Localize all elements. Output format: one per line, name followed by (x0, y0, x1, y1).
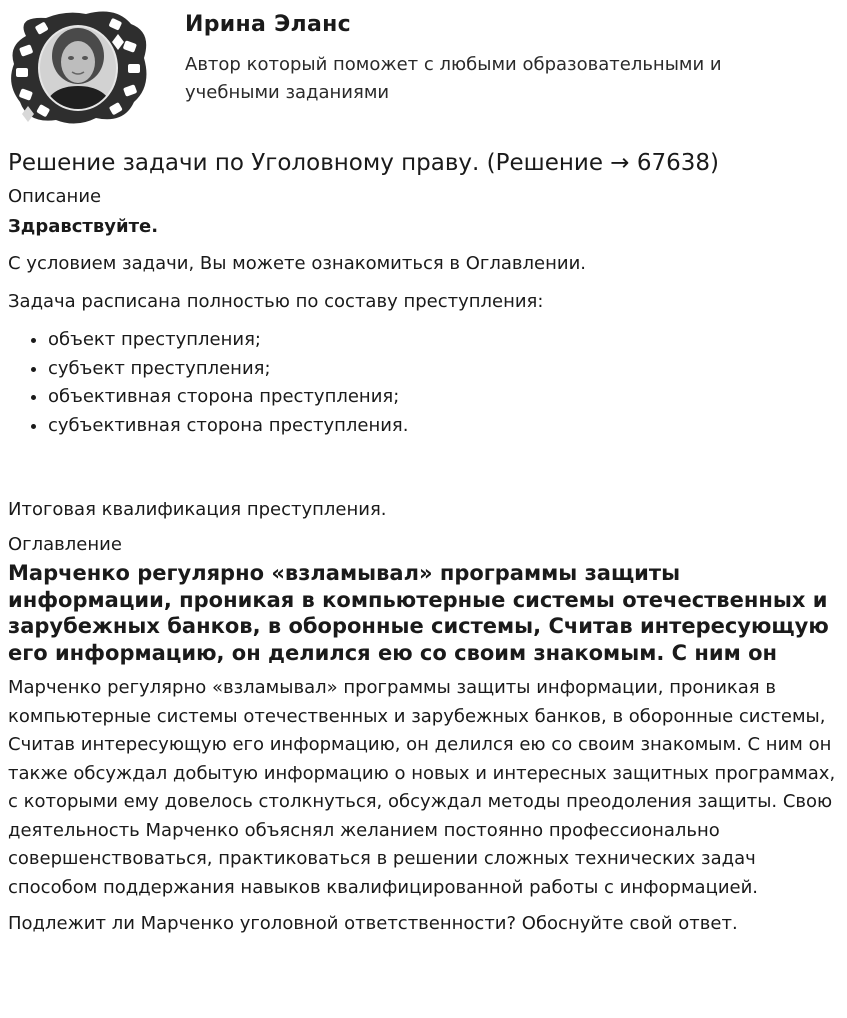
author-avatar (6, 6, 152, 128)
author-description: Автор который поможет с любыми образовательными и учебными заданиями (185, 54, 722, 103)
task-text: Марченко регулярно «взламывал» программы защиты информации, проникая в компьютерные системы отечественных и зарубежных банков, в оборонные системы, Считав интересующую его информацию, он делился ею со своим знакомым. С ним он также обсуждал добытую информацию о новых и интересных защитных программах, с которыми ему довелось столкнуться, обсуждал методы преодоления защиты. Свою деятельность Марченко объяснял желанием постоянно профессионально совершенствоваться, практиковаться в решении сложных технических задач способом поддержания навыков квалифицированной работы с информацией. (8, 677, 836, 898)
list-item: • объект преступления; (48, 326, 838, 355)
qualification-text: Итоговая квалификация преступления. (8, 499, 387, 520)
film-reel-avatar-image (6, 6, 152, 128)
author-name: Ирина Эланс (185, 12, 351, 37)
page-title: Решение задачи по Уголовному праву. (Решение → 67638) (8, 150, 720, 176)
greeting-text: Здравствуйте. (8, 216, 159, 237)
list-item: • субъект преступления; (48, 355, 838, 384)
composition-intro-text: Задача расписана полностью по составу преступления: (8, 291, 544, 312)
list-item: • субъективная сторона преступления. (48, 412, 838, 441)
list-item: • объективная сторона преступления; (48, 383, 838, 412)
intro-text: С условием задачи, Вы можете ознакомиться в Оглавлении. (8, 253, 586, 274)
task-question: Подлежит ли Марченко уголовной ответственности? Обоснуйте свой ответ. (8, 913, 738, 934)
author-header (0, 0, 847, 130)
toc-label: Оглавление (8, 534, 122, 555)
crime-elements-list (8, 326, 838, 440)
main-content (8, 146, 838, 938)
task-title: Марченко регулярно «взламывал» программы защиты информации, проникая в компьютерные системы отечественных и зарубежных банков, в оборонные системы, Считав интересующую его информацию, он делился ею со своим знакомым. С ним он (8, 561, 829, 665)
description-label: Описание (8, 186, 102, 207)
